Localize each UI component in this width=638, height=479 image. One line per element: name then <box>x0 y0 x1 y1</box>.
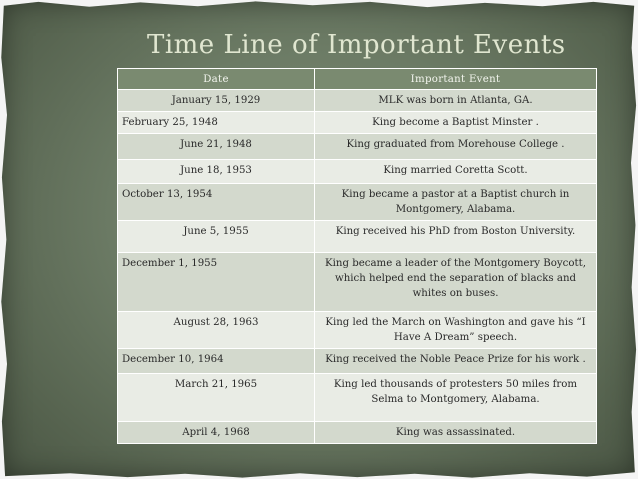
date-cell: January 15, 1929 <box>118 90 315 112</box>
event-column-header: Important Event <box>315 69 597 90</box>
table-row <box>118 312 597 349</box>
table-row <box>118 134 597 160</box>
date-column-header: Date <box>118 69 315 90</box>
table-row <box>118 112 597 134</box>
table-row <box>118 349 597 374</box>
event-cell: King graduated from Morehouse College . <box>315 134 597 160</box>
table-row <box>118 253 597 312</box>
event-cell: King became a leader of the Montgomery Boycott, which helped end the separation of blacks and whites on buses. <box>315 253 597 312</box>
event-cell: King led thousands of protesters 50 miles from Selma to Montgomery, Alabama. <box>315 374 597 422</box>
event-cell: King received his PhD from Boston University. <box>315 221 597 253</box>
table-row <box>118 221 597 253</box>
table-row <box>118 90 597 112</box>
table-row <box>118 160 597 184</box>
date-cell: March 21, 1965 <box>118 374 315 422</box>
event-cell: MLK was born in Atlanta, GA. <box>315 90 597 112</box>
event-cell: King become a Baptist Minster . <box>315 112 597 134</box>
date-cell: December 1, 1955 <box>118 253 315 312</box>
table-row <box>118 374 597 422</box>
date-cell: October 13, 1954 <box>118 184 315 221</box>
date-cell: February 25, 1948 <box>118 112 315 134</box>
date-cell: August 28, 1963 <box>118 312 315 349</box>
timeline-table <box>117 68 597 444</box>
event-cell: King led the March on Washington and gave his “I Have A Dream” speech. <box>315 312 597 349</box>
event-cell: King became a pastor at a Baptist church in Montgomery, Alabama. <box>315 184 597 221</box>
table-header-row <box>118 69 597 90</box>
table-row <box>118 184 597 221</box>
date-cell: December 10, 1964 <box>118 349 315 374</box>
table-row <box>118 422 597 444</box>
event-cell: King received the Noble Peace Prize for his work . <box>315 349 597 374</box>
event-cell: King was assassinated. <box>315 422 597 444</box>
date-cell: June 21, 1948 <box>118 134 315 160</box>
event-cell: King married Coretta Scott. <box>315 160 597 184</box>
date-cell: June 5, 1955 <box>118 221 315 253</box>
slide-title: Time Line of Important Events <box>147 30 566 60</box>
date-cell: June 18, 1953 <box>118 160 315 184</box>
date-cell: April 4, 1968 <box>118 422 315 444</box>
